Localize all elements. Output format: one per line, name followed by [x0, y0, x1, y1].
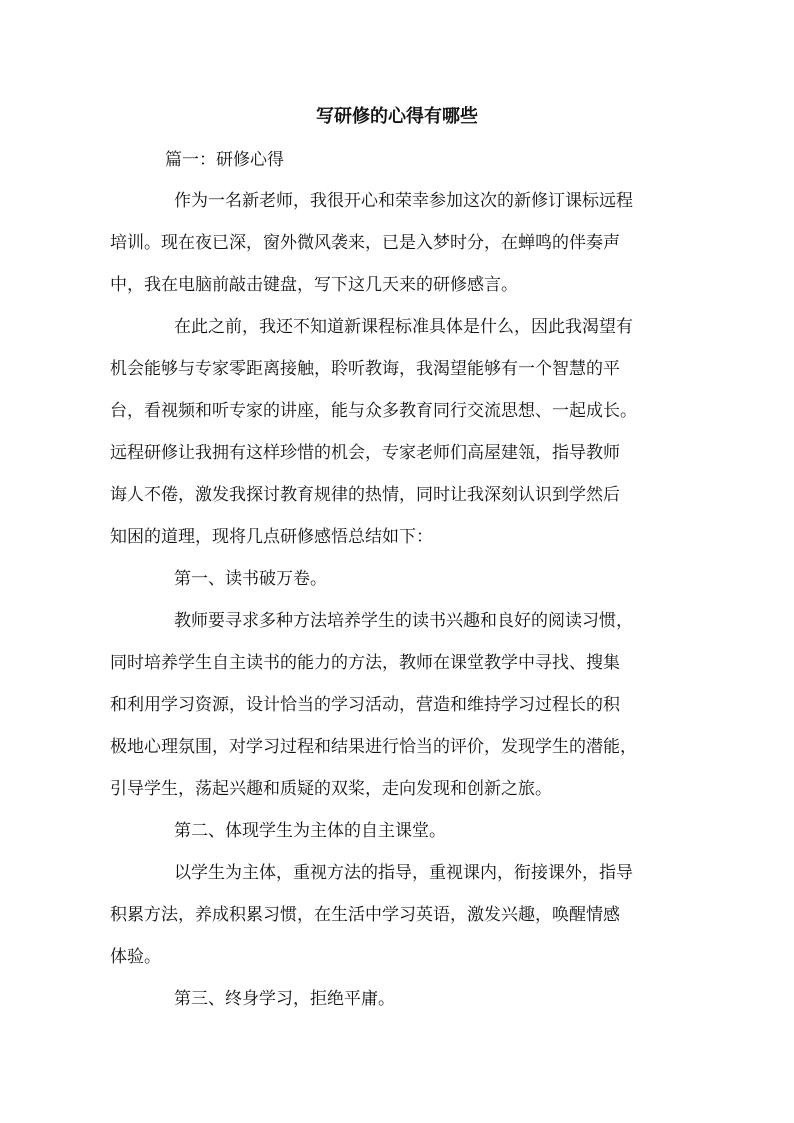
- text-line: 体验。: [110, 947, 161, 967]
- text-line: 作为一名新老师，我很开心和荣幸参加这次的新修订课标远程: [174, 191, 633, 211]
- text-line: 积累方法，养成积累习惯，在生活中学习英语，激发兴趣，唤醒情感: [110, 905, 620, 925]
- text-line: 培训。现在夜已深，窗外微风袭来，已是入梦时分，在蝉鸣的伴奏声: [110, 233, 620, 253]
- section-heading-1: 第一、读书破万卷。: [174, 569, 327, 589]
- text-line: 远程研修让我拥有这样珍惜的机会，专家老师们高屋建瓴，指导教师: [110, 443, 620, 463]
- text-line: 和利用学习资源，设计恰当的学习活动，营造和维持学习过程长的积: [110, 695, 620, 715]
- section-2-body: [110, 852, 690, 978]
- text-line: 以学生为主体，重视方法的指导，重视课内，衔接课外，指导: [174, 863, 633, 883]
- text-line: 台，看视频和听专家的讲座，能与众多教育同行交流思想、一起成长。: [110, 401, 637, 421]
- context-paragraph: [110, 306, 690, 558]
- page-title: 写研修的心得有哪些: [316, 106, 478, 127]
- section-1-body: [110, 600, 690, 810]
- text-line: 同时培养学生自主读书的能力的方法，教师在课堂教学中寻找、搜集: [110, 653, 620, 673]
- text-line: 机会能够与专家零距离接触，聆听教诲，我渴望能够有一个智慧的平: [110, 359, 620, 379]
- article-subtitle: 篇一：研修心得: [165, 150, 284, 170]
- text-line: 极地心理氛围，对学习过程和结果进行恰当的评价，发现学生的潜能，: [110, 737, 637, 757]
- text-line: 在此之前，我还不知道新课程标准具体是什么，因此我渴望有: [174, 317, 633, 337]
- text-line: 引导学生，荡起兴趣和质疑的双桨，走向发现和创新之旅。: [110, 779, 552, 799]
- text-line: 知困的道理，现将几点研修感悟总结如下：: [110, 527, 433, 547]
- intro-paragraph: [110, 180, 690, 306]
- text-line: 诲人不倦，激发我探讨教育规律的热情，同时让我深刻认识到学然后: [110, 485, 620, 505]
- section-heading-3: 第三、终身学习，拒绝平庸。: [174, 989, 395, 1009]
- section-heading-2: 第二、体现学生为主体的自主课堂。: [174, 821, 446, 841]
- text-line: 教师要寻求多种方法培养学生的读书兴趣和良好的阅读习惯，: [174, 611, 633, 631]
- text-line: 中，我在电脑前敲击键盘，写下这几天来的研修感言。: [110, 275, 518, 295]
